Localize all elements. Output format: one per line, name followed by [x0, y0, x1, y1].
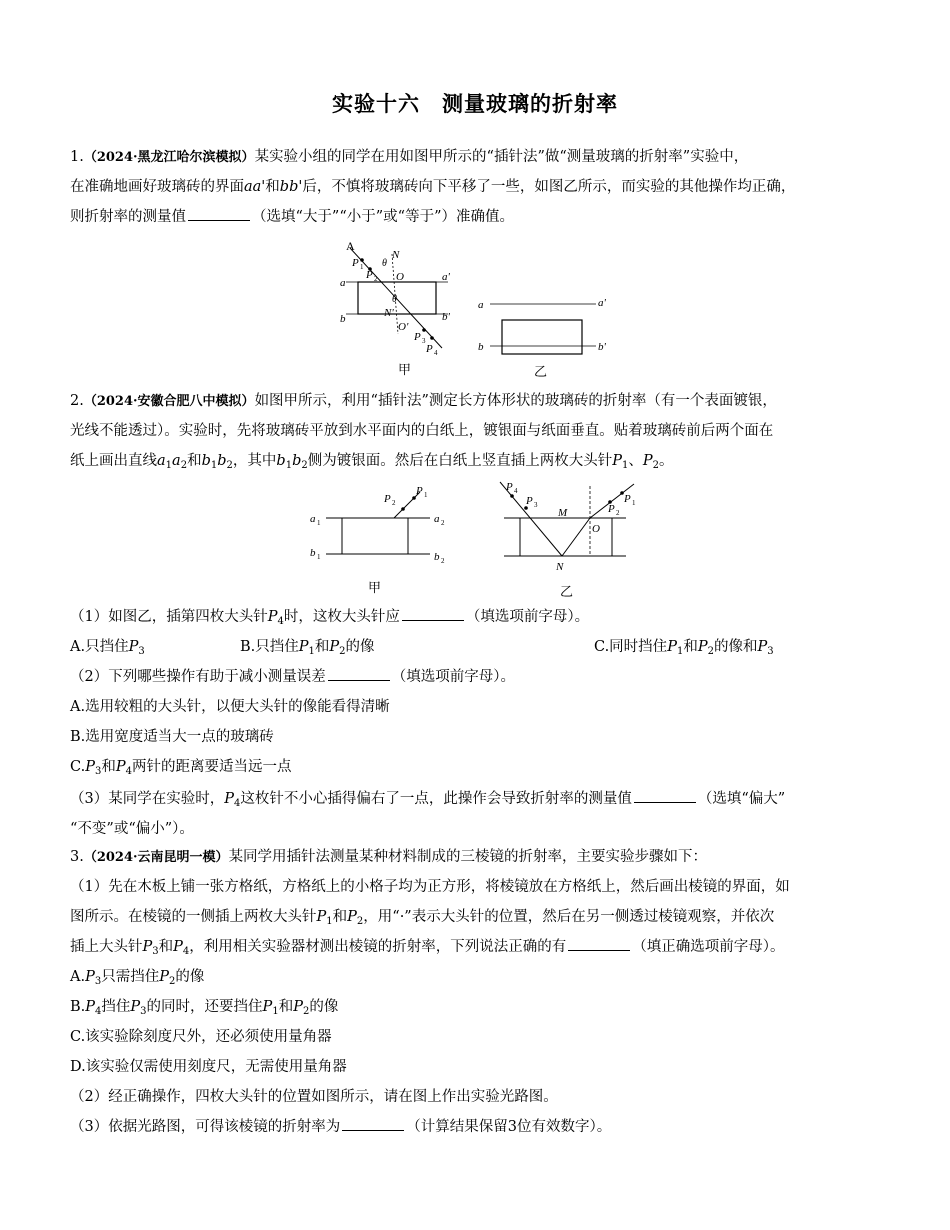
q3-option-d[interactable]: D.该实验仅需使用刻度尺，无需使用量角器: [70, 1059, 347, 1075]
q2-sub1-blank[interactable]: [402, 606, 464, 621]
svg-text:a': a': [442, 271, 450, 283]
svg-text:O: O: [396, 271, 404, 283]
svg-text:乙: 乙: [560, 584, 574, 599]
svg-text:O': O': [398, 321, 409, 333]
svg-text:N: N: [556, 561, 564, 573]
svg-text:a: a: [478, 299, 484, 311]
svg-text:a: a: [340, 277, 346, 289]
q2-line3: 纸上画出直线$a_1a_2$和$b_1b_2$，其中$b_1b_2$侧为镀银面。然后在白纸上竖直插上两枚大头针$P_1$、$P_2$。: [70, 453, 674, 471]
q2-sub2-blank[interactable]: [328, 666, 390, 681]
q3-sub1-line3: 插上大头针$P_3$和$P_4$，利用相关实验器材测出棱镜的折射率，下列说法正确的有 （填正确选项前字母）。: [70, 932, 885, 962]
svg-text:2: 2: [616, 509, 620, 517]
q3-option-a[interactable]: $A.P_3$只需挡住$P_2$的像: [70, 969, 205, 987]
svg-text:P: P: [426, 343, 433, 355]
svg-text:O: O: [592, 523, 600, 535]
svg-text:M: M: [558, 507, 568, 519]
svg-text:甲: 甲: [368, 580, 382, 595]
fig-caption-jia: 甲: [398, 362, 412, 377]
q2-sub1-stem: （1）如图乙，插第四枚大头针$P_4$时，这枚大头针应 （填选项前字母）。: [70, 602, 885, 632]
svg-text:θ: θ: [392, 294, 397, 305]
q3-sub1-blank[interactable]: [568, 936, 630, 951]
page-title: 实验十六 测量玻璃的折射率: [332, 92, 618, 116]
svg-text:P: P: [366, 269, 373, 281]
svg-text:1: 1: [424, 491, 428, 499]
svg-text:3: 3: [422, 337, 426, 345]
q2-sub1-option-c[interactable]: C.同时挡住$P_1$和$P_2$的像和$P_3$: [594, 639, 774, 657]
q2-sub2-option-c[interactable]: $C.P_3$和$P_4$两针的距离要适当远一点: [70, 759, 292, 777]
svg-text:P: P: [414, 331, 421, 343]
q1-figure-jia: [340, 236, 460, 380]
q3-sub1-line2: 图所示。在棱镜的一侧插上两枚大头针$P_1$和$P_2$，用“·”表示大头针的位置，然后在另一侧透过棱镜观察，并依次: [70, 909, 775, 927]
q2-sub1-option-b[interactable]: B.只挡住$P_1$和$P_2$的像: [240, 639, 375, 657]
svg-text:θ: θ: [382, 258, 387, 269]
svg-text:b': b': [598, 341, 606, 353]
svg-text:P: P: [416, 485, 423, 497]
svg-text:P: P: [624, 493, 631, 505]
svg-text:P: P: [506, 481, 513, 493]
q3-sub1-line1: （1）先在木板上铺一张方格纸，方格纸上的小格子均为正方形，将棱镜放在方格纸上，然后画出棱镜的界面，如: [70, 879, 790, 895]
q3-option-c[interactable]: C.该实验除刻度尺外，还必须使用量角器: [70, 1029, 332, 1045]
label-A: A: [346, 239, 355, 253]
q3-sub3: （3）依据光路图，可得该棱镜的折射率为 （计算结果保留3位有效数字）。: [70, 1112, 885, 1142]
q2-line1: 2.（2024·安徽合肥八中模拟）如图甲所示，利用“插针法”测定长方体形状的玻璃砖的折射率（有一个表面镀银，: [70, 393, 777, 409]
svg-text:N': N': [384, 307, 394, 319]
q1-answer-blank[interactable]: [188, 206, 250, 221]
svg-text:1: 1: [317, 519, 321, 527]
q1-source: （2024·黑龙江哈尔滨模拟）: [83, 150, 255, 165]
q2-figure-yi: [494, 478, 644, 600]
svg-text:P: P: [384, 493, 391, 505]
svg-text:P: P: [352, 257, 359, 269]
q2-sub2-option-a[interactable]: A.选用较粗的大头针，以便大头针的像能看得清晰: [70, 699, 390, 715]
svg-text:1: 1: [317, 553, 321, 561]
svg-text:2: 2: [441, 519, 445, 527]
svg-text:b: b: [340, 313, 346, 325]
svg-text:a: a: [310, 513, 316, 525]
q1-figure-yi: [474, 290, 624, 382]
q2-figure-jia: [306, 480, 456, 598]
svg-text:b: b: [310, 547, 316, 559]
q1-number: 1.: [70, 149, 84, 165]
q1-line2: 在准确地画好玻璃砖的界面aa'和bb'后，不慎将玻璃砖向下平移了一些，如图乙所示，而实验的其他操作均正确，: [70, 179, 796, 195]
q3-line1: 3.（2024·云南昆明一模）某同学用插针法测量某种材料制成的三棱镜的折射率，主要实验步骤如下：: [70, 849, 708, 865]
q2-sub2-option-b[interactable]: B.选用宽度适当大一点的玻璃砖: [70, 729, 274, 745]
q1-line1: 1.（2024·黑龙江哈尔滨模拟）某实验小组的同学在用如图甲所示的“插针法”做“测量玻璃的折射率”实验中，: [70, 149, 749, 165]
svg-text:a: a: [434, 513, 440, 525]
svg-text:4: 4: [434, 349, 438, 357]
q2-sub2-stem: （2）下列哪些操作有助于减小测量误差 （填选项前字母）。: [70, 662, 885, 692]
svg-text:b: b: [478, 341, 484, 353]
q2-sub3-blank[interactable]: [634, 788, 696, 803]
svg-text:2: 2: [441, 557, 445, 565]
q2-line2: 光线不能透过）。实验时，先将玻璃砖平放到水平面内的白纸上，镀银面与纸面垂直。贴着玻璃砖前后两个面在: [70, 423, 774, 439]
svg-text:P: P: [608, 503, 615, 515]
q3-sub3-blank[interactable]: [342, 1116, 404, 1131]
fig-caption-yi: 乙: [534, 364, 548, 379]
svg-text:1: 1: [360, 263, 364, 271]
svg-text:b': b': [442, 311, 450, 323]
svg-text:b: b: [434, 551, 440, 563]
q2-sub3-line1: （3）某同学在实验时，$P_4$这枚针不小心插得偏右了一点，此操作会导致折射率的测量值 （选填“偏大”: [70, 784, 885, 814]
q2-sub3-line2: “不变”或“偏小”）。: [70, 821, 194, 837]
svg-text:4: 4: [514, 487, 518, 495]
q3-sub2: （2）经正确操作，四枚大头针的位置如图所示，请在图上作出实验光路图。: [70, 1089, 558, 1105]
q2-sub1-option-a[interactable]: A.只挡住$P_3$: [70, 639, 145, 657]
svg-text:2: 2: [374, 275, 378, 283]
svg-text:3: 3: [534, 501, 538, 509]
svg-text:1: 1: [632, 499, 636, 507]
svg-text:a': a': [598, 297, 606, 309]
q1-line3: 则折射率的测量值 （选填“大于”“小于”或“等于”）准确值。: [70, 202, 885, 232]
svg-text:N: N: [392, 249, 400, 261]
svg-text:P: P: [526, 495, 533, 507]
q3-option-b[interactable]: $B.P_4$挡住$P_3$的同时，还要挡住$P_1$和$P_2$的像: [70, 999, 339, 1017]
svg-text:2: 2: [392, 499, 396, 507]
